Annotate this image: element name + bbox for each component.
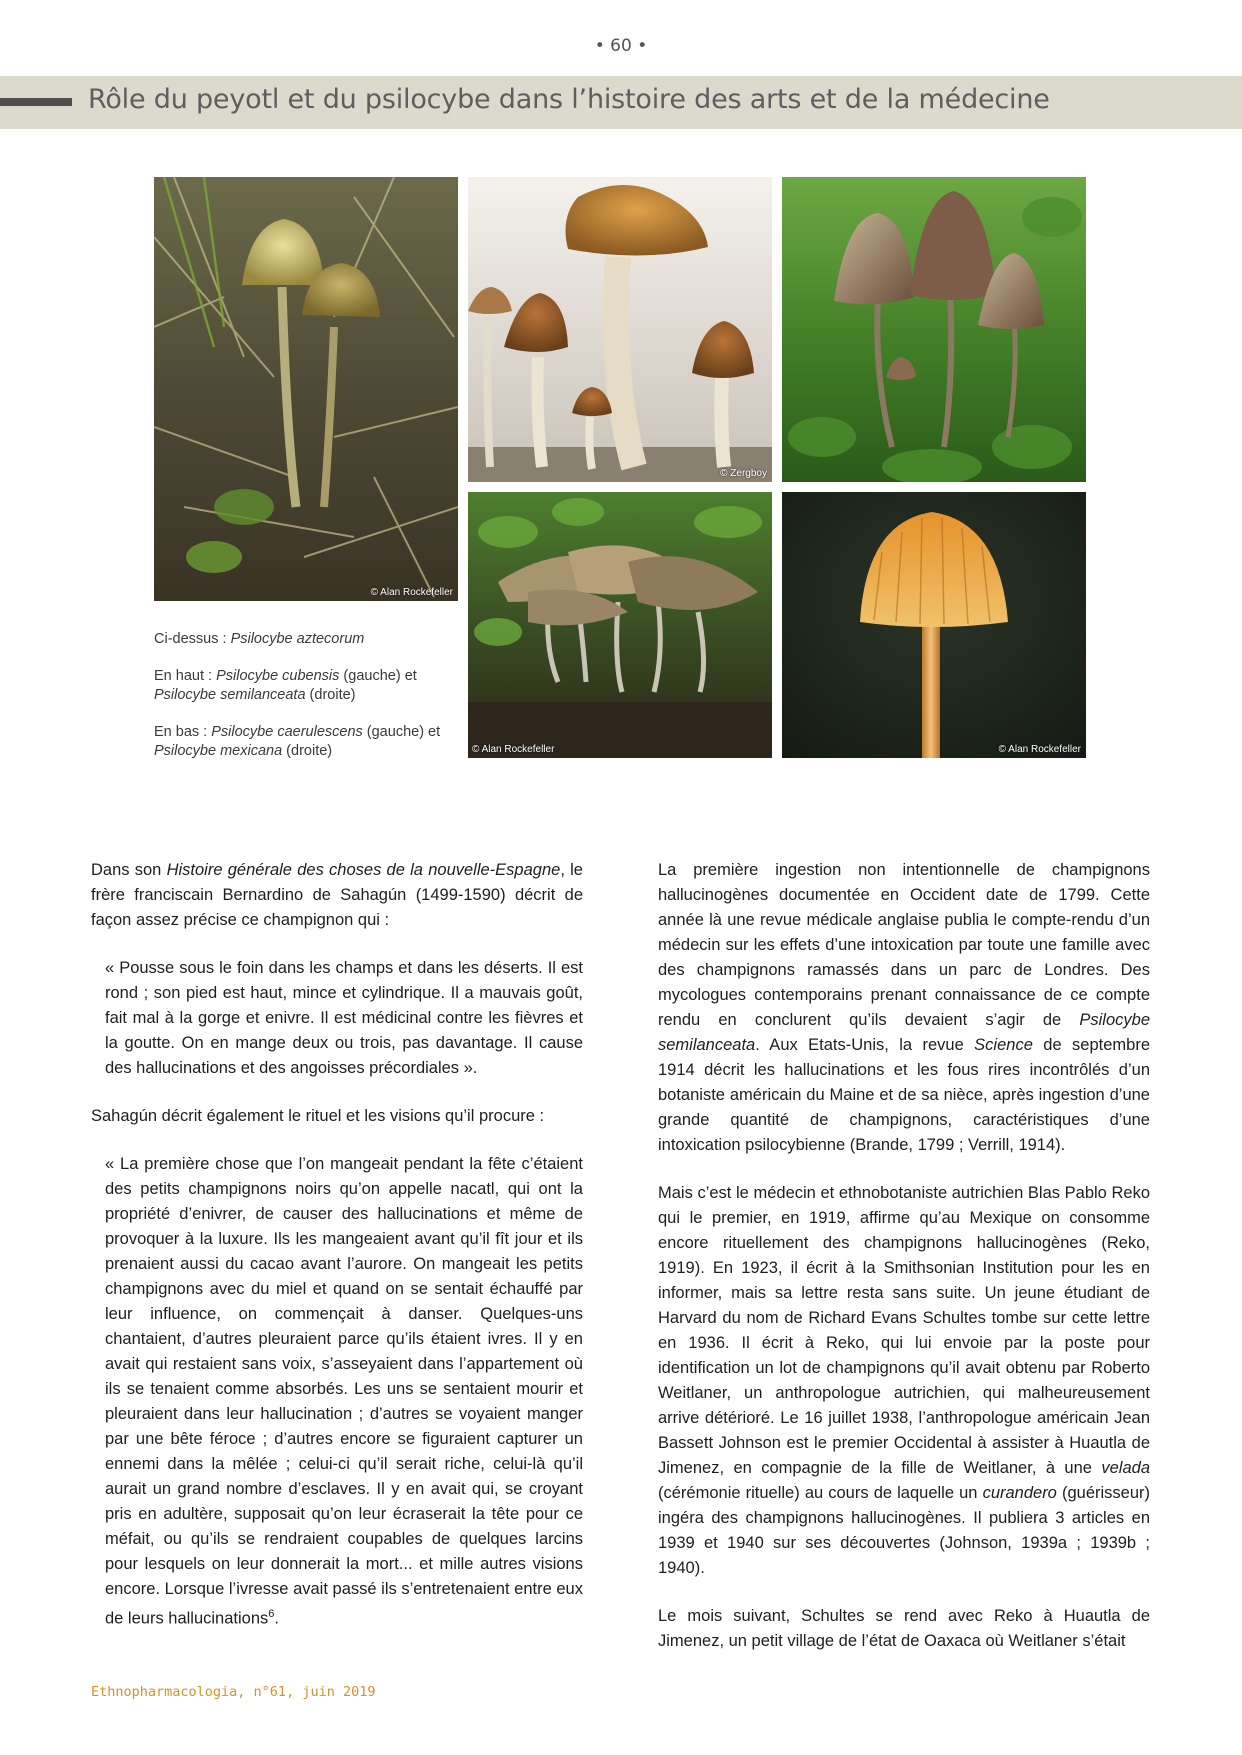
header-rule bbox=[0, 98, 72, 106]
photo-credit: © Alan Rockefeller bbox=[472, 744, 555, 755]
caption-line-top: En haut : Psilocybe cubensis (gauche) et Psilocybe semilanceata (droite) bbox=[154, 668, 417, 703]
photo-psilocybe-aztecorum bbox=[154, 177, 458, 601]
photo-psilocybe-mexicana bbox=[782, 492, 1086, 758]
footnote-ref[interactable]: 6 bbox=[268, 1608, 275, 1620]
photo-credit: © Alan Rockefeller bbox=[998, 744, 1081, 755]
caption-line-bottom: En bas : Psilocybe caerulescens (gauche) et Psilocybe mexicana (droite) bbox=[154, 724, 441, 759]
photo-credit: © Zergboy bbox=[720, 468, 767, 479]
right-column bbox=[658, 858, 1150, 1677]
photo-psilocybe-caerulescens bbox=[468, 492, 772, 758]
left-column bbox=[91, 858, 583, 1655]
caption-line-aztecorum: Ci-dessus : Psilocybe aztecorum bbox=[154, 631, 365, 647]
photo-psilocybe-cubensis bbox=[468, 177, 772, 482]
page-title: Rôle du peyotl et du psilocybe dans l’histoire des arts et de la médecine bbox=[88, 84, 1050, 115]
page-number: • 60 • bbox=[594, 36, 648, 56]
paragraph: Dans son Histoire générale des choses de la nouvelle-Espagne, le frère franciscain Bernardino de Sahagún (1499-1590) décrit de façon assez précise ce champignon qui : bbox=[91, 861, 583, 929]
figure-caption bbox=[154, 630, 454, 779]
quote-block: « Pousse sous le foin dans les champs et dans les déserts. Il est rond ; son pied est haut, mince et cylindrique. Il a mauvais goût, fait mal à la gorge et enivre. Il est médicinal contre les fièvres et la goutte. On en mange deux ou trois, pas davantage. Il cause des hallucinations et des angoisses précordiales ». bbox=[105, 959, 583, 1077]
paragraph: Mais c’est le médecin et ethnobotaniste autrichien Blas Pablo Reko qui le premier, en 1919, affirme qu’au Mexique on consomme encore rituellement des champignons hallucinogènes (Reko, 1919). En 1923, il écrit à la Smithsonian Institution pour les en informer, mais sa lettre resta sans suite. Un jeune étudiant de Harvard du nom de Richard Evans Schultes tombe sur cette lettre en 1936. Il écrit à Reko, qui lui envoie par la poste pour identification un lot de champignons qu’il avait obtenu par Roberto Weitlaner, un anthropologue autrichien, qui malheureusement arrive détérioré. Le 16 juillet 1938, l’anthropologue américain Jean Bassett Johnson est le premier Occidental à assister à Huautla de Jimenez, en compagnie de la fille de Weitlaner, à une velada (cérémonie rituelle) au cours de laquelle un curandero (guérisseur) ingéra des champignons hallucinogènes. Il publiera 3 articles en 1939 et 1940 sur ses découvertes (Johnson, 1939a ; 1939b ; 1940). bbox=[658, 1184, 1150, 1577]
journal-footer: Ethnopharmacologia, n°61, juin 2019 bbox=[91, 1684, 376, 1700]
photo-psilocybe-semilanceata bbox=[782, 177, 1086, 482]
quote-block: « La première chose que l’on mangeait pendant la fête c’étaient des petits champignons noirs qu’on appelle nacatl, qui ont la propriété d’enivrer, de causer des hallucinations et même de provoquer à la luxure. Ils les mangeaient avant qu’il fît jour et ils prenaient aussi du cacao avant l’aurore. On mangeait les petits champignons avec du miel et quand on se sentait échauffé par leur influence, on commençait à danser. Quelques-uns chantaient, d’autres pleuraient parce qu’ils étaient ivres. Il y en avait qui restaient sans voix, s’asseyaient dans l’appartement où ils se tenaient comme absorbés. Les uns se sentaient mourir et pleuraient dans leur hallucination ; d’autres se voyaient manger par une bête féroce ; d’autres encore se figuraient capturer un ennemi dans la mêlée ; celui-ci qu’il serait riche, celui-là qu’il aurait un grand nombre d’esclaves. Il y en avait qui, se croyant pris en adultère, supposait qu’on leur écraserait la tête pour ce méfait, ou qu’ils se rendraient coupables de quelques larcins pour lesquels on leur donnerait la mort... et mille autres visions encore. Lorsque l’ivresse avait passé ils s’entretenaient entre eux de leurs hallucinations$^6$. bbox=[105, 1155, 583, 1628]
paragraph: Sahagún décrit également le rituel et les visions qu’il procure : bbox=[91, 1107, 545, 1125]
paragraph: La première ingestion non intentionnelle de champignons hallucinogènes documentée en Occident date de 1799. Cette année là une revue médicale anglaise publia le compte-rendu d’un médecin sur les effets d’une intoxication par toute une famille avec des champignons ramassés dans un parc de Londres. Des mycologues contemporains prenant connaissance de ce compte rendu en conclurent qu’ils devaient s’agir de Psilocybe semilanceata. Aux Etats-Unis, la revue Science de septembre 1914 décrit les hallucinations et les fous rires incontrôlés d’un botaniste américain du Maine et de sa nièce, après ingestion d’une grande quantité de champignons, caractéristiques d’une intoxication psilocybienne (Brande, 1799 ; Verrill, 1914). bbox=[658, 861, 1150, 1154]
photo-credit: © Alan Rockefeller bbox=[370, 587, 453, 598]
paragraph: Le mois suivant, Schultes se rend avec Reko à Huautla de Jimenez, un petit village de l’état de Oaxaca où Weitlaner s’était bbox=[658, 1607, 1150, 1650]
